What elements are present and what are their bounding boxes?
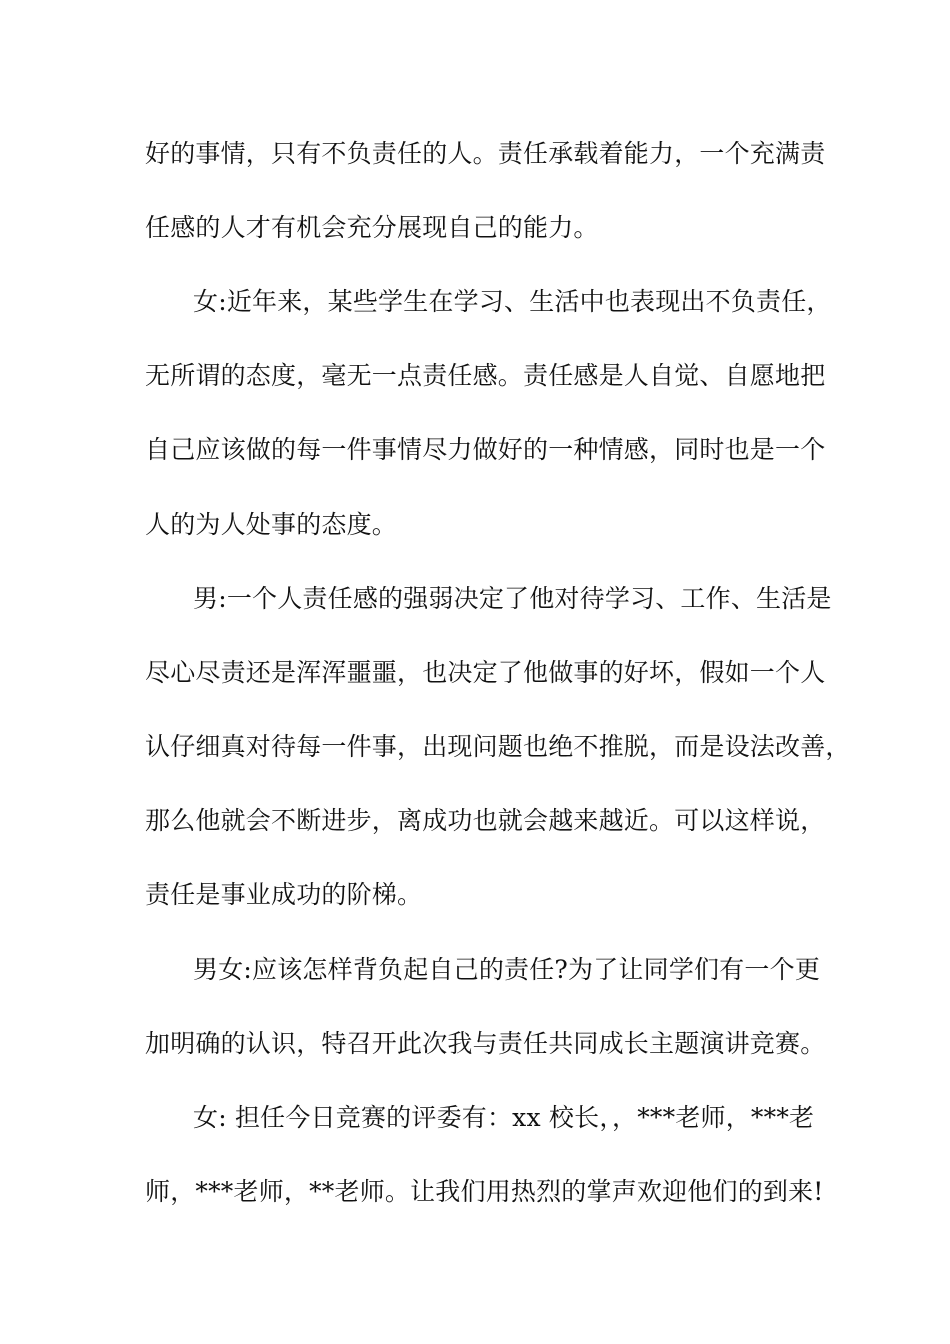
paragraph-line: 男女:应该怎样背负起自己的责任?为了让同学们有一个更 <box>193 955 821 984</box>
paragraph-line: 尽心尽责还是浑浑噩噩，也决定了他做事的好坏，假如一个人 <box>145 658 826 687</box>
paragraph-line: 无所谓的态度，毫无一点责任感。责任感是人自觉、自愿地把 <box>145 361 826 390</box>
paragraph-line: 责任是事业成功的阶梯。 <box>145 880 423 909</box>
paragraph-line: 女:近年来，某些学生在学习、生活中也表现出不负责任， <box>193 287 832 316</box>
paragraph-line: 人的为人处事的态度。 <box>145 510 398 539</box>
paragraph-line: 女: 担任今日竞赛的评委有：xx 校长，，***老师，***老 <box>193 1103 815 1132</box>
paragraph-line: 自己应该做的每一件事情尽力做好的一种情感，同时也是一个 <box>145 435 826 464</box>
paragraph-line: 任感的人才有机会充分展现自己的能力。 <box>145 213 599 242</box>
paragraph-line: 男:一个人责任感的强弱决定了他对待学习、工作、生活是 <box>193 584 832 613</box>
paragraph-line: 认仔细真对待每一件事，出现问题也绝不推脱，而是设法改善， <box>145 732 851 761</box>
paragraph-line: 加明确的认识，特召开此次我与责任共同成长主题演讲竞赛。 <box>145 1029 826 1058</box>
paragraph-line: 师，***老师，**老师。让我们用热烈的掌声欢迎他们的到来! <box>145 1177 824 1206</box>
paragraph-line: 那么他就会不断进步，离成功也就会越来越近。可以这样说， <box>145 806 826 835</box>
paragraph-line: 好的事情，只有不负责任的人。责任承载着能力，一个充满责 <box>145 139 826 168</box>
